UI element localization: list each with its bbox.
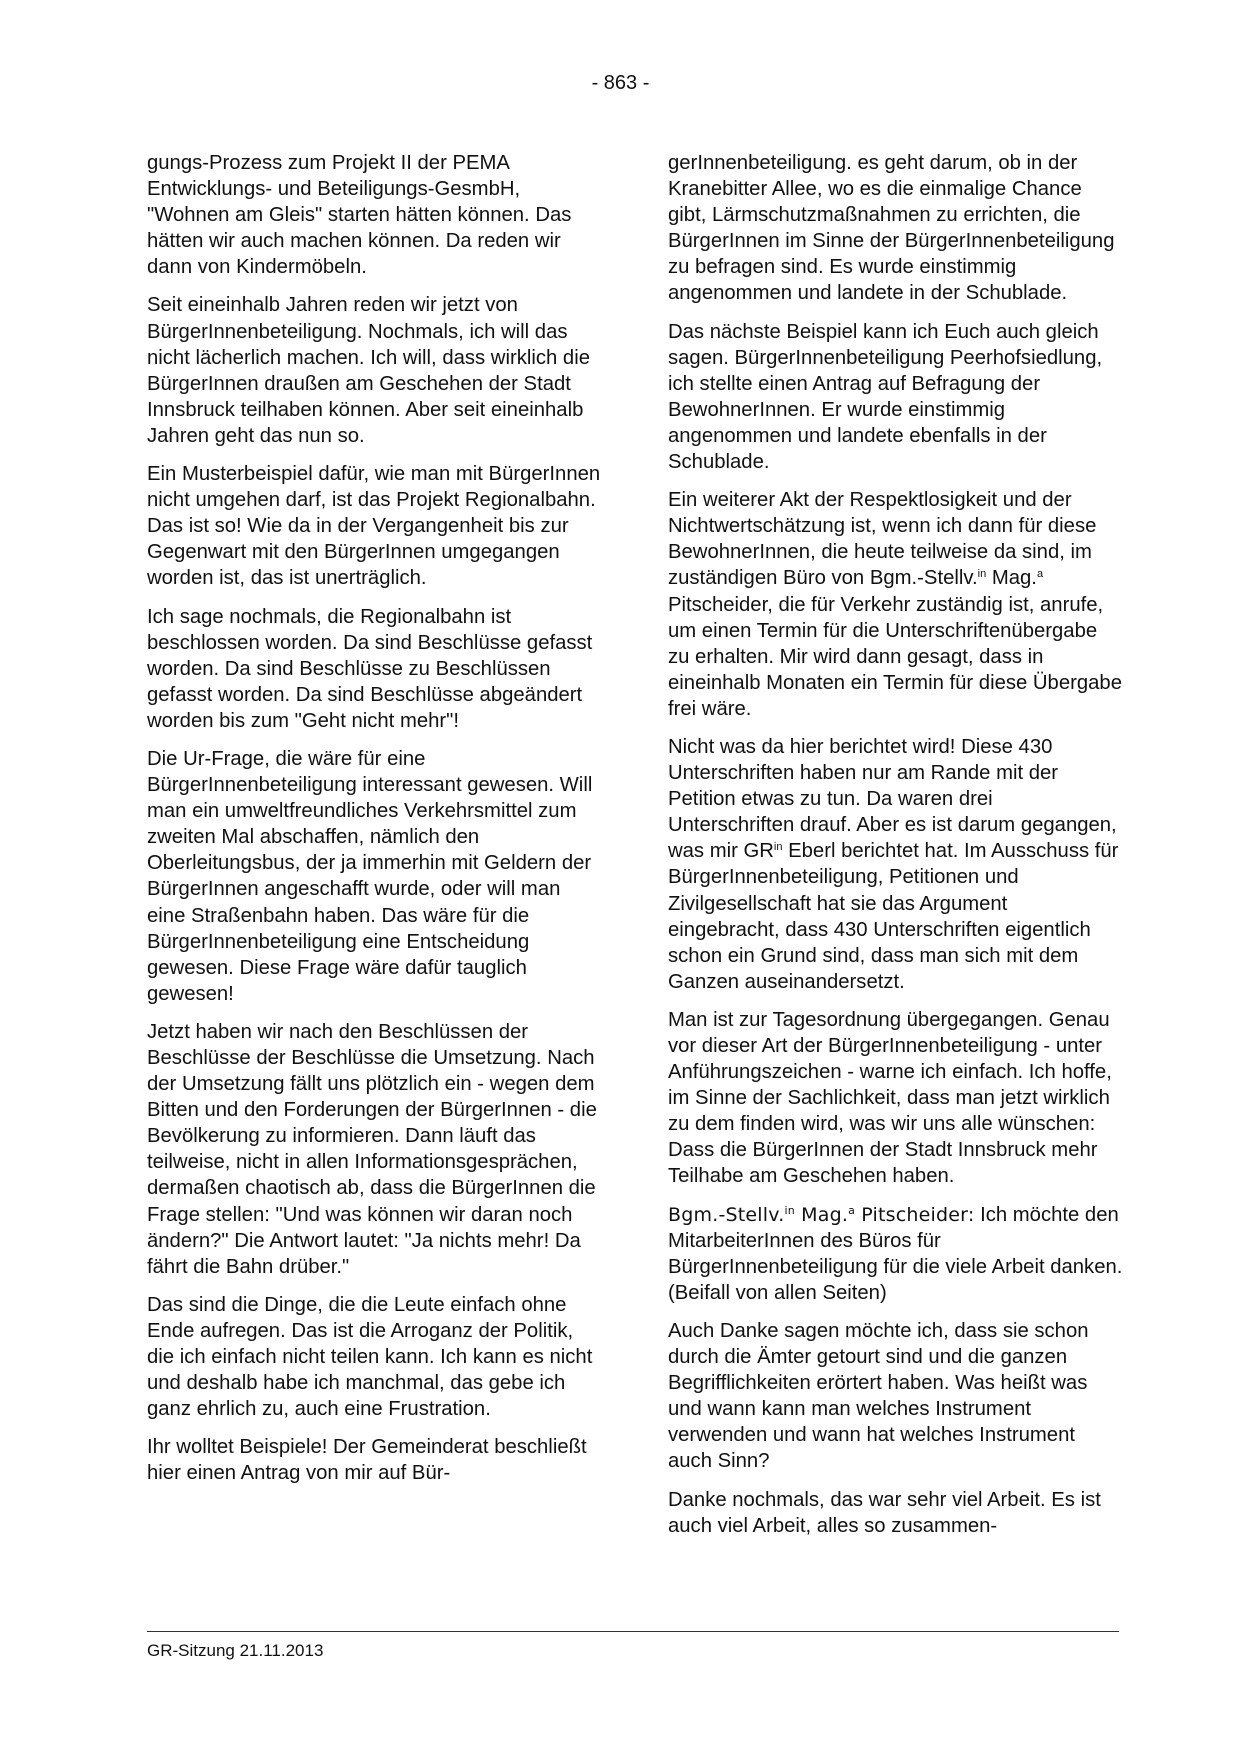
text-run: Mag. [794,1203,849,1226]
superscript: in [784,1203,795,1217]
text-run: Nicht was da hier berichtet wird! Diese 430 Unterschriften haben nur am Rande mit der Petition etwas zu tun. Da waren drei Unterschriften drauf. Aber es ist darum gegangen, was mir GR [668,735,1117,863]
paragraph: Das nächste Beispiel kann ich Euch auch gleich sagen. BürgerInnenbeteiligung Peerhofsiedlung, ich stellte einen Antrag auf Befragung der BewohnerInnen. Er wurde einstimmig angenommen und landete ebenfalls in der Schublade. [668,320,1103,474]
paragraph: Jetzt haben wir nach den Beschlüssen der Beschlüsse der Beschlüsse die Umsetzung. Nach der Umsetzung fällt uns plötzlich ein - wegen dem Bitten und den Forderungen der BürgerInnen - die Bevölkerung zu informieren. Dann läuft das teilweise, nicht in allen Informationsgesprächen, dermaßen chaotisch ab, dass die BürgerInnen die Frage stellen: "Und was können wir daran noch ändern?" Die Antwort lautet: "Ja nichts mehr! Da fährt die Bahn drüber." [147,1020,597,1278]
superscript: in [977,568,987,581]
paragraph [668,487,1123,722]
paragraph [668,1202,1123,1306]
paragraph: Auch Danke sagen möchte ich, dass sie schon durch die Ämter getourt sind und die ganzen Begrifflichkeiten erörtert haben. Was heißt was und wann kann man welches Instrument verwenden und wann hat welches Instrument auch Sinn? [668,1319,1089,1473]
superscript: in [773,841,783,854]
paragraph: Ein Musterbeispiel dafür, wie man mit BürgerInnen nicht umgehen darf, ist das Projekt Regionalbahn. Das ist so! Wie da in der Vergangenheit bis zur Gegenwart mit den BürgerInnen umgegangen worden ist, das ist unerträglich. [147,463,601,590]
paragraph: Seit eineinhalb Jahren reden wir jetzt von BürgerInnenbeteiligung. Nochmals, ich will das nicht lächerlich machen. Ich will, dass wirklich die BürgerInnen draußen am Geschehen der Stadt Innsbruck teilhaben können. Aber seit eineinhalb Jahren geht das nun so. [147,294,590,447]
paragraph: Danke nochmals, das war sehr viel Arbeit. Es ist auch viel Arbeit, alles so zusammen- [668,1488,1101,1537]
paragraph: gerInnenbeteiligung. es geht darum, ob in der Kranebitter Allee, wo es die einmalige Chance gibt, Lärmschutzmaßnahmen zu errichten, die BürgerInnen im Sinne der BürgerInnenbeteiligung zu befragen sind. Es wurde einstimmig angenommen und landete in der Schublade. [668,152,1115,305]
text-run: Ich möchte den MitarbeiterInnen des Büros für BürgerInnenbeteiligung für die viele Arbeit danken. (Beifall von allen Seiten) [668,1203,1123,1304]
text-run: Ein weiterer Akt der Respektlosigkeit und der Nichtwertschätzung ist, wenn ich dann für diese BewohnerInnen, die heute teilweise da sind, im zuständigen Büro von Bgm.-Stellv. [668,489,1097,590]
paragraph [668,734,1123,995]
speaker-name [668,1204,974,1226]
text-run: Pitscheider, die für Verkehr zuständig ist, anrufe, um einen Termin für die Unterschriftenübergabe zu erhalten. Mir wird dann gesagt, dass in eineinhalb Monaten ein Termin für diese Übergabe frei wäre. [668,593,1122,720]
paragraph: Die Ur-Frage, die wäre für eine BürgerInnenbeteiligung interessant gewesen. Will man ein umweltfreundliches Verkehrsmittel zum zweiten Mal abschaffen, nämlich den Oberleitungsbus, der ja immerhin mit Geldern der BürgerInnen angeschafft wurde, oder will man eine Straßenbahn haben. Das wäre für die BürgerInnenbeteiligung eine Entscheidung gewesen. Diese Frage wäre dafür tauglich gewesen! [147,747,593,1005]
superscript: a [1036,568,1044,581]
paragraph: gungs-Prozess zum Projekt II der PEMA Entwicklungs- und Beteiligungs-GesmbH, "Wohnen am Gleis" starten hätten können. Das hätten wir auch machen können. Da reden wir dann von Kindermöbeln. [147,152,572,279]
superscript: a [848,1203,856,1217]
text-run: Eberl berichtet hat. Im Ausschuss für BürgerInnenbeteiligung, Petitionen und Zivilgesellschaft hat sie das Argument eingebracht, dass 430 Unterschriften eigentlich schon ein Grund sind, dass man sich mit dem Ganzen auseinandersetzt. [668,840,1119,993]
left-column [147,150,602,1499]
footer-divider [147,1631,1119,1632]
paragraph: Man ist zur Tagesordnung übergegangen. Genau vor dieser Art der BürgerInnenbeteiligung - unter Anführungszeichen - warne ich einfach. Ich hoffe, im Sinne der Sachlichkeit, dass man jetzt wirklich zu dem finden wird, was wir uns alle wünschen: Dass die BürgerInnen der Stadt Innsbruck mehr Teilhabe am Geschehen haben. [668,1008,1112,1188]
right-column [668,150,1123,1551]
footer-text: GR-Sitzung 21.11.2013 [147,1641,324,1660]
paragraph: Ihr wolltet Beispiele! Der Gemeinderat beschließt hier einen Antrag von mir auf Bür- [147,1436,587,1485]
text-run: Pitscheider: [855,1203,975,1226]
page-number: - 863 - [591,72,650,94]
text-run: Bgm.-Stellv. [668,1203,785,1226]
paragraph: Das sind die Dinge, die die Leute einfach ohne Ende aufregen. Das ist die Arroganz der Politik, die ich einfach nicht teilen kann. Ich kann es nicht und deshalb habe ich manchmal, das gebe ich ganz ehrlich zu, auch eine Frustration. [147,1293,593,1421]
paragraph: Ich sage nochmals, die Regionalbahn ist beschlossen worden. Da sind Beschlüsse gefasst worden. Da sind Beschlüsse zu Beschlüssen gefasst worden. Da sind Beschlüsse abgeändert worden bis zum "Geht nicht mehr"! [147,605,593,732]
text-run: Mag. [986,567,1037,590]
